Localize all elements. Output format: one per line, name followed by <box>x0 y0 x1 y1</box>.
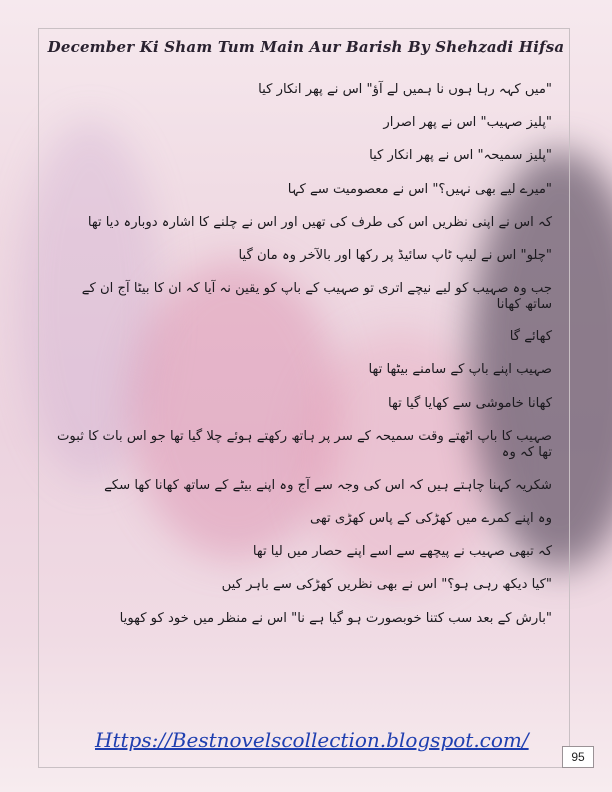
paragraph: وہ اپنے کمرے میں کھڑکی کے پاس کھڑی تھی <box>309 511 552 527</box>
paragraph: "میرے لیے بھی نہیں؟" اس نے معصومیت سے کہا <box>287 181 552 197</box>
blog-link[interactable]: Https://Bestnovelscollection.blogspot.com/ <box>95 728 529 752</box>
paragraph: صہیب اپنے باپ کے سامنے بیٹھا تھا <box>368 362 552 378</box>
paragraph: کھانا خاموشی سے کھایا گیا تھا <box>388 395 552 411</box>
story-text <box>52 82 552 644</box>
paragraph: "پلیز صہیب" اس نے پھر اصرار <box>383 115 552 131</box>
paragraph: "کیا دیکھ رہی ہو؟" اس نے بھی نظریں کھڑکی سے باہر کیں <box>221 577 552 593</box>
paragraph: کھائے گا <box>509 329 552 345</box>
paragraph: صہیب کا باپ اٹھتے وقت سمیحہ کے سر پر ہاتھ رکھتے ہوئے چلا گیا تھا جو اس بات کا ثبوت تھا کہ وہ <box>57 428 552 460</box>
paragraph: شکریہ کہنا چاہتے ہیں کہ اس کی وجہ سے آج وہ اپنے بیٹے کے ساتھ کھانا کھا سکے <box>104 477 552 493</box>
paragraph: "چلو" اس نے لیپ ٹاپ سائیڈ پر رکھا اور بالآخر وہ مان گیا <box>238 247 552 263</box>
paragraph: کہ اس نے اپنی نظریں اس کی طرف کی تھیں اور اس نے چلنے کا اشارہ دوبارہ دیا تھا <box>87 214 552 230</box>
paragraph: کہ تبھی صہیب نے پیچھے سے اسے اپنے حصار میں لیا تھا <box>252 544 552 560</box>
paragraph: "میں کہہ رہا ہوں نا ہمیں لے آؤ" اس نے پھر انکار کیا <box>258 82 552 97</box>
page-title: December Ki Sham Tum Main Aur Barish By Shehzadi Hifsa <box>47 38 565 56</box>
page-number: 95 <box>562 746 594 768</box>
paragraph: "بارش کے بعد سب کتنا خوبصورت ہو گیا ہے نا" اس نے منظر میں خود کو کھویا <box>119 610 552 626</box>
paragraph: جب وہ صہیب کو لیے نیچے اتری تو صہیب کے باپ کو یقین نہ آیا کہ ان کا بیٹا آج ان کے ساتھ کھانا <box>81 281 552 313</box>
paragraph: "پلیز سمیحہ" اس نے پھر انکار کیا <box>369 148 552 164</box>
